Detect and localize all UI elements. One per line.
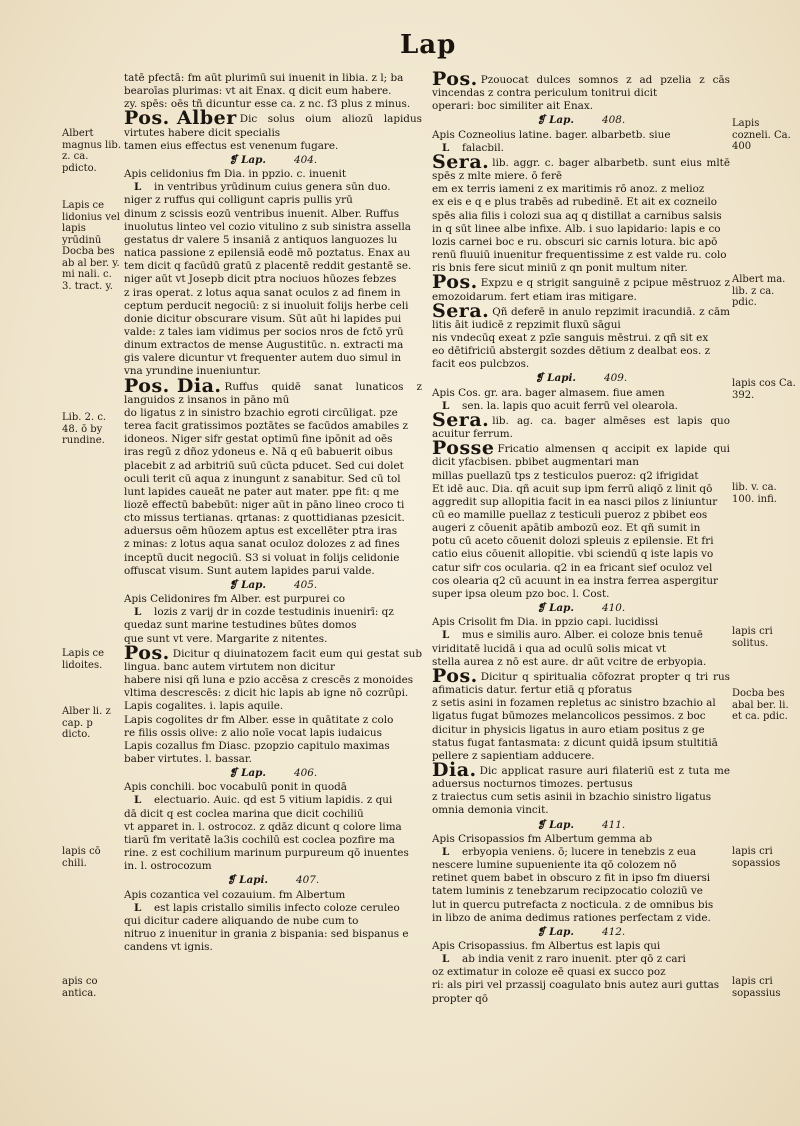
- text-line: [124, 727, 422, 740]
- text-line: [432, 979, 730, 992]
- text-line: [432, 643, 730, 656]
- authority-heading: Pos.: [432, 664, 478, 687]
- text-line: [124, 781, 422, 794]
- text-line: [432, 940, 730, 953]
- line-text: ligatus fugat būmozes melancolicos pessimos. z boc: [432, 710, 706, 723]
- line-text: renū fluuiū inuenitur frequentissime z est valde ru. colo: [432, 249, 727, 262]
- line-text: oz extimatur in coloze eē quasi ex succo poz: [432, 966, 666, 979]
- entry-label: ❡ Lap.: [536, 818, 575, 831]
- line-text: pellere z sapientiam adducere.: [432, 749, 595, 762]
- line-text: ris bnis fere sicut miniū z qn ponit multum niter.: [432, 262, 688, 275]
- text-line: [124, 525, 422, 538]
- line-text: z minas: z lotus aqua sanat oculoz dolozes z ad fines: [124, 538, 400, 551]
- entry-label: ❡ Lap.: [228, 153, 267, 166]
- text-line: [432, 724, 730, 737]
- line-text: Apis cozantica vel cozauium. fm Albertum: [124, 888, 346, 901]
- text-line: [124, 208, 422, 221]
- text-line: [124, 313, 422, 326]
- authority-heading: Sera.: [432, 150, 490, 173]
- line-text: rine. z est cochilium marinum purpureum qō inuentes: [124, 847, 409, 860]
- text-line: [124, 552, 422, 565]
- margin-note: Albert ma. lib. z ca. pdic.: [732, 274, 786, 308]
- text-line: [432, 710, 730, 723]
- text-line: [124, 181, 422, 194]
- authority-heading: Pos.: [124, 641, 170, 664]
- text-line: [432, 737, 730, 750]
- line-text: facit eos pulcbzos.: [432, 358, 530, 371]
- line-text: Lapis cogolites dr fm Alber. esse in quātitate z colo: [124, 713, 394, 726]
- margin-note: lapis cri sopassios: [732, 846, 781, 869]
- line-text: inceptū ducit negociū. S3 si voluat in folijs celidonie: [124, 551, 400, 564]
- margin-note: lapis cos Ca. 392.: [732, 378, 796, 401]
- text-line: [124, 512, 422, 525]
- text-line: [432, 588, 730, 601]
- line-text: vna yrundine inueniuntur.: [124, 365, 261, 378]
- line-text: re filis ossis olive: z alio noīe vocat lapis iudaicus: [124, 726, 382, 739]
- margin-note: Albert magnus lib. z. ca. pdicto.: [62, 128, 122, 174]
- text-line: [432, 470, 730, 483]
- text-line: [432, 142, 730, 155]
- line-text: em ex terris iameni z ex maritimis rō anoz. z melioz: [432, 183, 705, 196]
- line-text: Fricatio almensen q accipit ex lapide qui dicit yfacbisen. pbibet augmentari man: [432, 443, 730, 469]
- text-line: [432, 358, 730, 371]
- running-head: Lap: [400, 30, 457, 60]
- text-line: [124, 674, 422, 687]
- line-text: placebit z ad arbitriū suū cūcta pducet. Sed cui dolet: [124, 459, 404, 472]
- entry-label: ❡ Lapi.: [534, 372, 577, 385]
- line-text: eo dētifriciū abstergit sozdes dētium z dealbat eos. z: [432, 345, 711, 358]
- line-text: bearoīas plurimas: vt ait Enax. q dicit eum habere.: [124, 85, 392, 98]
- line-text: Apis Crisopassius. fm Albertus est lapis qui: [432, 940, 661, 952]
- text-line: [432, 562, 730, 575]
- margin-note: lapis cri sopassius: [732, 976, 781, 999]
- line-text: iras regū z dñoz ydoneus e. Nā q eū babuerit oibus: [124, 446, 393, 459]
- text-line: [124, 821, 422, 834]
- line-text: Dicitur q spiritualia cōfozrat propter q tri rus afimaticis datur. fertur etiā q pforatus: [432, 670, 730, 697]
- text-line: [432, 223, 730, 236]
- entry-number: 408.: [602, 114, 626, 127]
- text-line: [124, 860, 422, 873]
- line-text: super ipsa oleum pzo boc. l. Cost.: [432, 587, 610, 600]
- line-text: electuario. Auic. qd est 5 vitium lapidis. z qui: [154, 794, 393, 807]
- line-text: Apis celidonius fm Dia. in ppzio. c. inuenit: [124, 168, 347, 181]
- text-line: [432, 899, 730, 912]
- text-line: [432, 993, 730, 1006]
- line-text: zy. spēs: oēs tñ dicuntur esse ca. z nc. f3 plus z minus.: [124, 98, 411, 111]
- text-line: [432, 509, 730, 522]
- line-text: cto missus tertianas. qrtanas: z quottidianas pzesicit.: [124, 512, 405, 525]
- entry-number: 407.: [296, 874, 320, 887]
- text-line: [124, 473, 422, 486]
- entry-label: ❡ Lap.: [536, 114, 575, 127]
- line-text: inuolutus linteo vel cozio vitulino z sub sinistra assella: [124, 220, 411, 233]
- line-text: lut in quercu putrefacta z nocticula. z de omnibus bis: [432, 898, 714, 911]
- text-line: [124, 641, 422, 674]
- text-line: [432, 68, 730, 100]
- text-line: [124, 593, 422, 606]
- margin-note: lapis cri solitus.: [732, 626, 773, 649]
- line-text: Pzouocat dulces somnos z ad pzelia z cās vincendas z contra periculum tonitrui dicit: [432, 74, 730, 100]
- line-text: habere nisi qñ luna e pzio accēsa z crescēs z monoides: [124, 674, 414, 687]
- authority-heading: Sera.: [432, 299, 490, 322]
- text-line: [124, 619, 422, 632]
- text-line: [124, 902, 422, 915]
- margin-note: Docba bes abal ber. li. et ca. pdic.: [732, 688, 789, 722]
- line-text: Dicitur q diuinatozem facit eum qui gestat sub lingua. banc autem virtutem non dicitur: [124, 647, 422, 673]
- line-text: nis vndecūq exeat z pzīe sanguis mēstrui. z qñ sit ex: [432, 331, 709, 344]
- text-line: [432, 885, 730, 898]
- line-text: status fugat fantasmata: z dicunt quidā ipsum stultitiā: [432, 736, 718, 749]
- line-text: offuscat visum. Sunt autem lapides parui valde.: [124, 564, 375, 577]
- text-line: [124, 326, 422, 339]
- text-line: [124, 140, 422, 153]
- authority-heading: Sera.: [432, 408, 490, 431]
- entry-number: 406.: [294, 767, 318, 780]
- line-text: omnia demonia vincit.: [432, 804, 549, 817]
- line-text: do ligatus z in sinistro bzachio egroti circūligat. pze: [124, 406, 398, 419]
- text-line: [124, 499, 422, 512]
- text-line: [124, 433, 422, 446]
- authority-heading: Pos. Dia.: [124, 374, 222, 397]
- line-text: est lapis cristallo similis infecto coloze ceruleo: [154, 901, 400, 914]
- entry-heading: [432, 114, 730, 127]
- entry-label: ❡ Lap.: [536, 925, 575, 938]
- text-line: [432, 664, 730, 697]
- line-text: vt apparet in. l. ostrocoz. z qdāz dicunt q colore lima: [124, 820, 402, 833]
- text-line: [432, 750, 730, 763]
- entry-label: ❡ Lapi.: [226, 874, 269, 887]
- text-line: [432, 129, 730, 142]
- text-line: [432, 953, 730, 966]
- line-text: millas puellazū tps z testiculos pueroz: q2 ifrigidat: [432, 469, 699, 482]
- line-text: terea facit gratissimos poztātes se facūdos amabiles z: [124, 420, 409, 433]
- text-line: [124, 538, 422, 551]
- entry-label: ❡ Lap.: [228, 767, 267, 780]
- entry-heading: [432, 819, 730, 832]
- line-text: vltima descrescēs: z dicit hic lapis ab igne nō cozrūpi.: [124, 687, 409, 700]
- line-text: tatem luminis z tenebzarum recipzocatio coloziū ve: [432, 885, 703, 898]
- line-text: lunt lapides caueāt ne pater aut mater. ppe fit: q me: [124, 485, 400, 498]
- line-text: viriditatē lucidā i qua ad oculū solis micat vt: [432, 642, 667, 655]
- entry-heading: [432, 602, 730, 615]
- text-line: [124, 714, 422, 727]
- text-line: [432, 150, 730, 183]
- text-line: [124, 889, 422, 902]
- entry-number: 405.: [294, 578, 318, 591]
- line-text: nitruo z inuenitur in grania z bispania: sed bispanus e: [124, 928, 409, 940]
- line-text: ceptum perducit negociū: z si inuoluit folijs herbe celi: [124, 299, 409, 312]
- line-text: cos olearia q2 cū acuunt in ea instra ferrea aspergitur: [432, 574, 719, 587]
- authority-heading: Pos.: [432, 271, 478, 294]
- text-line: [124, 740, 422, 753]
- line-text: erbyopia veniens. ō; lucere in tenebzis z eua: [462, 845, 697, 858]
- text-line: [432, 483, 730, 496]
- text-line: [124, 808, 422, 821]
- text-line: [432, 522, 730, 535]
- line-text: niger aūt vt Josepb dicit ptra nociuos hūozes febzes: [124, 273, 397, 286]
- line-text: Dic solus oium aliozū lapidus virtutes habere dicit specialis: [124, 113, 422, 139]
- text-line: [124, 339, 422, 352]
- text-line: [124, 194, 422, 207]
- line-text: ex eis e q e plus trabēs ad rubedinē. Et ait ex cozneilo: [432, 196, 718, 209]
- line-text: Lapis cogalites. i. lapis aquile.: [124, 700, 284, 713]
- line-text: aggredit sup allopitia facit in ea nasci pilos z liniuntur: [432, 495, 718, 508]
- authority-heading: Pos.: [432, 68, 478, 90]
- text-line: [432, 387, 730, 400]
- line-text: Expzu e q strigit sanguinē z pcipue mēstruoz z emozoidarum. fert etiam iras mitigare.: [432, 277, 730, 303]
- margin-note: Lapis cozneli. Ca. 400: [732, 118, 791, 152]
- text-line: [124, 107, 422, 139]
- line-text: z traiectus cum setis asinii in bzachio sinistro ligatus: [432, 791, 712, 804]
- text-line: [432, 548, 730, 561]
- text-line: [432, 791, 730, 804]
- line-text: potu cū aceto cōuenit dolozi spleuis z epilensie. Et fri: [432, 535, 714, 548]
- line-text: aduersus oēm hūozem aptus est excellēter ptra iras: [124, 525, 398, 538]
- text-line: [432, 912, 730, 925]
- line-text: Apis Cos. gr. ara. bager almasem. fiue amen: [432, 386, 665, 399]
- line-text: operari: boc similiter ait Enax.: [432, 100, 594, 113]
- text-line: [432, 400, 730, 413]
- line-text: que sunt vt vere. Margarite z nitentes.: [124, 632, 328, 645]
- entry-heading: [124, 767, 422, 780]
- line-text: tatē pfectā: fm aūt plurimū sui inuenit in libia. z l; ba: [124, 72, 404, 84]
- line-text: dinum z scissis eozū ventribus inuenit. Alber. Ruffus: [124, 207, 400, 220]
- text-line: [432, 616, 730, 629]
- text-line: [432, 804, 730, 817]
- left-column: [124, 72, 422, 954]
- text-line: [124, 72, 422, 85]
- line-text: cū eo mamille puellaz z testiculi pueroz z pbibet eos: [432, 509, 708, 521]
- text-line: [432, 210, 730, 223]
- entry-number: 404.: [294, 153, 318, 166]
- margin-note: Lapis ce lidonius vel lapis yrūdinū Docba bes ab al ber. y. mi nali. c. 3. tract. y.: [62, 200, 120, 292]
- line-text: lozis z varij dr in cozde testudinis inuenirī: qz: [154, 606, 394, 619]
- line-text: tem dicit q facūdū gratū z placentē reddit gestantē se.: [124, 260, 412, 273]
- text-line: [124, 606, 422, 619]
- text-line: [124, 794, 422, 807]
- margin-note: lib. v. ca. 100. infi.: [732, 482, 777, 505]
- text-line: [432, 535, 730, 548]
- line-text: ab india venit z raro inuenit. pter qō z cari: [462, 953, 686, 966]
- text-line: [124, 847, 422, 860]
- text-line: [124, 300, 422, 313]
- text-line: [124, 486, 422, 499]
- text-line: [124, 273, 422, 286]
- authority-heading: Posse: [432, 437, 495, 460]
- margin-note: Alber li. z cap. p dicto.: [62, 706, 111, 740]
- line-text: stella aurea z nō est aure. dr aūt vcitre de erbyopia.: [432, 655, 707, 668]
- line-text: in. l. ostrocozum: [124, 860, 212, 873]
- text-line: [124, 234, 422, 247]
- line-text: lozis carnei boc e ru. obscuri sic carnis lotura. bic apō: [432, 235, 718, 248]
- line-text: gestatus dr valere 5 insaniā z antiquos languozes lu: [124, 233, 398, 246]
- text-line: [124, 753, 422, 766]
- text-line: [124, 247, 422, 260]
- text-line: [432, 196, 730, 209]
- text-line: [124, 287, 422, 300]
- text-line: [124, 168, 422, 181]
- text-line: [124, 374, 422, 407]
- entry-heading: [432, 372, 730, 385]
- line-text: Apis Celidonires fm Alber. est purpurei co: [124, 593, 346, 606]
- entry-heading: [124, 154, 422, 167]
- right-column: [432, 68, 730, 1006]
- authority-heading: Dia.: [432, 758, 477, 781]
- line-text: falacbil.: [462, 141, 504, 154]
- text-line: [124, 834, 422, 847]
- line-text: Qñ deferē in anulo repzimit iracundiā. z cām litis āit iudicē z repzimit fluxū sāgui: [432, 305, 730, 331]
- line-text: Apis Cozneolius latine. bager. albarbetb. siue: [432, 128, 671, 141]
- line-text: catio eius cōuenit allopitie. vbi sciendū q iste lapis vo: [432, 548, 714, 561]
- text-line: [124, 565, 422, 578]
- line-text: retinet quem babet in obscuro z fit in ipso fm diuersi: [432, 872, 711, 885]
- line-text: tamen eius effectus est venenum fugare.: [124, 139, 339, 152]
- line-text: Apis Crisopassios fm Albertum gemma ab: [432, 832, 653, 845]
- line-text: sen. la. lapis quo acuit ferrū vel olearola.: [462, 399, 678, 412]
- text-line: [432, 697, 730, 710]
- entry-heading: [432, 926, 730, 939]
- text-line: [124, 407, 422, 420]
- text-line: [432, 872, 730, 885]
- entry-heading: [124, 874, 422, 887]
- line-text: propter qō: [432, 992, 489, 1005]
- text-line: [124, 420, 422, 433]
- text-line: [432, 966, 730, 979]
- text-line: [124, 687, 422, 700]
- margin-note: lapis cō chili.: [62, 846, 101, 869]
- line-text: z iras operat. z lotus aqua sanat oculos z ad finem in: [124, 286, 401, 299]
- line-text: quedaz sunt marine testudines būtes domos: [124, 619, 357, 632]
- text-line: [432, 629, 730, 642]
- entry-number: 409.: [604, 372, 628, 385]
- text-line: [124, 221, 422, 234]
- line-text: z setis asini in fozamen repletus ac sinistro bzachio al: [432, 697, 716, 710]
- text-line: [432, 833, 730, 846]
- entry-number: 410.: [602, 602, 626, 615]
- entry-heading: [124, 579, 422, 592]
- line-text: dā dicit q est coclea marina que dicit cochiliū: [124, 807, 364, 820]
- line-text: mus e similis auro. Alber. ei coloze bnis tenuē: [462, 629, 703, 642]
- line-text: Apis conchili. boc vocabulū ponit in quodā: [124, 781, 347, 794]
- line-text: in q sūt linee albe infixe. Alb. i suo lapidario: lapis e co: [432, 222, 721, 235]
- line-text: donie dicitur obscurare visum. Sūt aūt hi lapides pui: [124, 312, 402, 325]
- line-text: Apis Crisolit fm Dia. in ppzio capi. lucidissi: [432, 616, 659, 629]
- text-line: [432, 236, 730, 249]
- line-text: spēs alia filis i colozi sua aq q distillat a carnibus salsis: [432, 209, 722, 222]
- text-line: [124, 915, 422, 928]
- text-line: [432, 758, 730, 791]
- text-line: [432, 859, 730, 872]
- text-line: [432, 183, 730, 196]
- text-line: [432, 437, 730, 469]
- text-line: [124, 700, 422, 713]
- margin-note: Lib. 2. c. 48. ō by rundine.: [62, 412, 107, 446]
- line-text: oculi terit cū aqua z inungunt z sanabitur. Sed cū tol: [124, 472, 401, 485]
- text-line: [432, 575, 730, 588]
- authority-heading: Pos. Alber: [124, 107, 237, 130]
- line-text: tiarū fm veritatē la3is cochilū est coclea pozfire ma: [124, 833, 395, 846]
- text-line: [124, 460, 422, 473]
- text-line: [432, 249, 730, 262]
- line-text: baber virtutes. l. bassar.: [124, 752, 252, 765]
- line-text: qui dicitur cadere aliquando de nube cum to: [124, 914, 359, 927]
- text-line: [124, 446, 422, 459]
- text-line: [124, 928, 422, 941]
- entry-label: ❡ Lap.: [228, 578, 267, 591]
- line-text: in libzo de anima dedimus rationes perfectam z vide.: [432, 911, 711, 924]
- line-text: Et idē auc. Dia. qñ acuit sup ipm ferrū aliqō z linit qō: [432, 482, 713, 495]
- line-text: candens vt ignis.: [124, 941, 213, 954]
- line-text: nescere lumine supueniente ita qō colozem nō: [432, 859, 677, 872]
- line-text: niger z ruffus qui colligunt capris pullis yrū: [124, 194, 353, 207]
- line-text: idoneos. Niger sifr gestat optimū fine ipōnit ad oēs: [124, 433, 393, 446]
- text-line: [124, 352, 422, 365]
- line-text: in ventribus yrūdinum cuius genera sūn duo.: [154, 181, 391, 194]
- text-line: [432, 846, 730, 859]
- text-line: [124, 85, 422, 98]
- line-text: lib. aggr. c. bager albarbetb. sunt eius mltē spēs z mlte miere. ō ferē: [432, 156, 730, 183]
- margin-note: Lapis ce lidoites.: [62, 648, 105, 671]
- line-text: valde: z tales iam vidimus per socios nros de fctō yrū: [124, 325, 404, 338]
- text-line: [432, 100, 730, 113]
- line-text: dinum extractos de mense Augustitūc. n. extracti ma: [124, 339, 404, 352]
- entry-number: 411.: [602, 818, 626, 831]
- entry-label: ❡ Lap.: [536, 602, 575, 615]
- text-line: [432, 332, 730, 345]
- line-text: liozē effectū babebūt: niger aūt in pāno lineo croco ti: [124, 499, 405, 511]
- line-text: Lapis cozallus fm Diasc. pzopzio capitulo maximas: [124, 739, 390, 752]
- text-line: [124, 941, 422, 954]
- line-text: Ruffus quidē sanat lunaticos z languidos z insanos in pāno mū: [124, 380, 422, 406]
- line-text: augeri z cōuenit apātib ambozū eoz. Et qñ sumit in: [432, 522, 701, 535]
- line-text: Dic applicat rasure auri filateriū est z tuta me aduersus nocturnos timozes. pertusus: [432, 764, 730, 791]
- margin-note: apis co antica.: [62, 976, 98, 999]
- line-text: gis valere dicuntur vt frequenter autem duo simul in: [124, 352, 402, 365]
- text-line: [432, 496, 730, 509]
- text-line: [124, 260, 422, 273]
- line-text: catur sifr cos ocularia. q2 in ea fricant sief oculoz vel: [432, 561, 713, 574]
- line-text: lib. ag. ca. bager almēses est lapis quo acuitur ferrum.: [432, 414, 730, 441]
- line-text: ri: als piri vel przassij coagulato bnis autez auri guttas: [432, 979, 720, 992]
- line-text: natica passione z epilensiā eodē mō poztatus. Enax au: [124, 247, 411, 260]
- text-line: [432, 345, 730, 358]
- text-line: [432, 299, 730, 332]
- entry-number: 412.: [602, 925, 626, 938]
- line-text: dicitur in physicis ligatus in auro etiam positus z ge: [432, 723, 705, 736]
